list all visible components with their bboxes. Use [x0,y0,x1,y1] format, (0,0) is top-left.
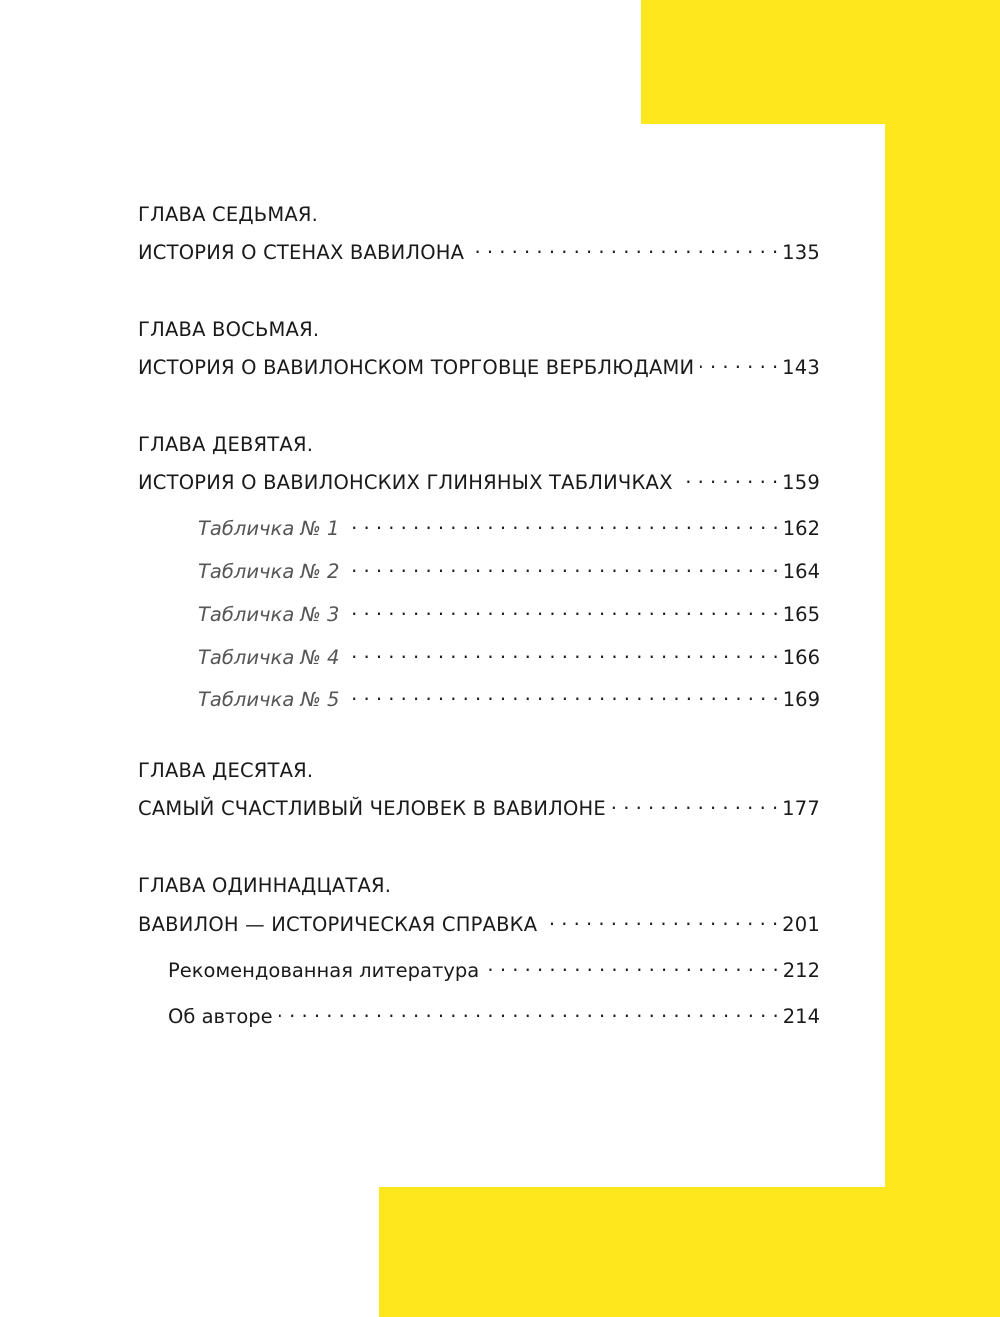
toc-subentry-about-author[interactable] [168,999,820,1029]
page-number: 166 [782,646,820,669]
tablet-label: Табличка № 2 [198,560,340,583]
dot-leader [353,682,778,706]
dot-leader [279,999,779,1023]
dot-leader [700,350,778,374]
chapter-title: ИСТОРИЯ О ВАВИЛОНСКОМ ТОРГОВЦЕ ВЕРБЛЮДАМИ [138,356,695,379]
dot-leader [353,511,778,535]
dot-leader [353,597,778,621]
toc-subentry-recommended-reading[interactable] [168,953,820,983]
dot-leader [543,907,778,931]
toc-entry[interactable] [138,465,820,495]
dot-leader [485,953,779,977]
dot-leader [353,554,778,578]
dot-leader [470,235,778,259]
page-number: 214 [782,1005,820,1028]
chapter-title: ИСТОРИЯ О ВАВИЛОНСКИХ ГЛИНЯНЫХ ТАБЛИЧКАХ [138,471,673,494]
toc-entry[interactable] [138,350,820,380]
page-number: 135 [782,241,820,264]
tablet-label: Табличка № 1 [198,517,340,540]
toc-subentry-tablet[interactable] [198,682,820,712]
toc-entry[interactable] [138,235,820,265]
chapter-heading: ГЛАВА ДЕСЯТАЯ. [138,759,314,782]
tablet-label: Табличка № 4 [198,646,340,669]
page-number: 212 [782,959,820,982]
page-number: 169 [782,688,820,711]
page-number: 177 [782,797,820,820]
chapter-title: ВАВИЛОН — ИСТОРИЧЕСКАЯ СПРАВКА [138,913,538,936]
chapter-heading: ГЛАВА ОДИННАДЦАТАЯ. [138,874,392,897]
page-number: 164 [782,560,820,583]
dot-leader [353,640,778,664]
dot-leader [679,465,779,489]
toc-entry[interactable] [138,791,820,821]
tablet-label: Табличка № 5 [198,688,340,711]
tablet-label: Табличка № 3 [198,603,340,626]
page-number: 201 [782,913,820,936]
toc-subentry-tablet[interactable] [198,511,820,541]
dot-leader [612,791,778,815]
subentry-label: Об авторе [168,1005,273,1028]
chapter-heading: ГЛАВА СЕДЬМАЯ. [138,203,319,226]
toc-subentry-tablet[interactable] [198,554,820,584]
toc-subentry-tablet[interactable] [198,597,820,627]
toc-subentry-tablet[interactable] [198,640,820,670]
chapter-title: ИСТОРИЯ О СТЕНАХ ВАВИЛОНА [138,241,465,264]
chapter-title: САМЫЙ СЧАСТЛИВЫЙ ЧЕЛОВЕК В ВАВИЛОНЕ [138,797,606,820]
subentry-label: Рекомендованная литература [168,959,480,982]
page-number: 143 [782,356,820,379]
page-number: 159 [782,471,820,494]
chapter-heading: ГЛАВА ДЕВЯТАЯ. [138,433,314,456]
page-number: 162 [782,517,820,540]
chapter-heading: ГЛАВА ВОСЬМАЯ. [138,318,320,341]
page-number: 165 [782,603,820,626]
toc-entry[interactable] [138,907,820,937]
